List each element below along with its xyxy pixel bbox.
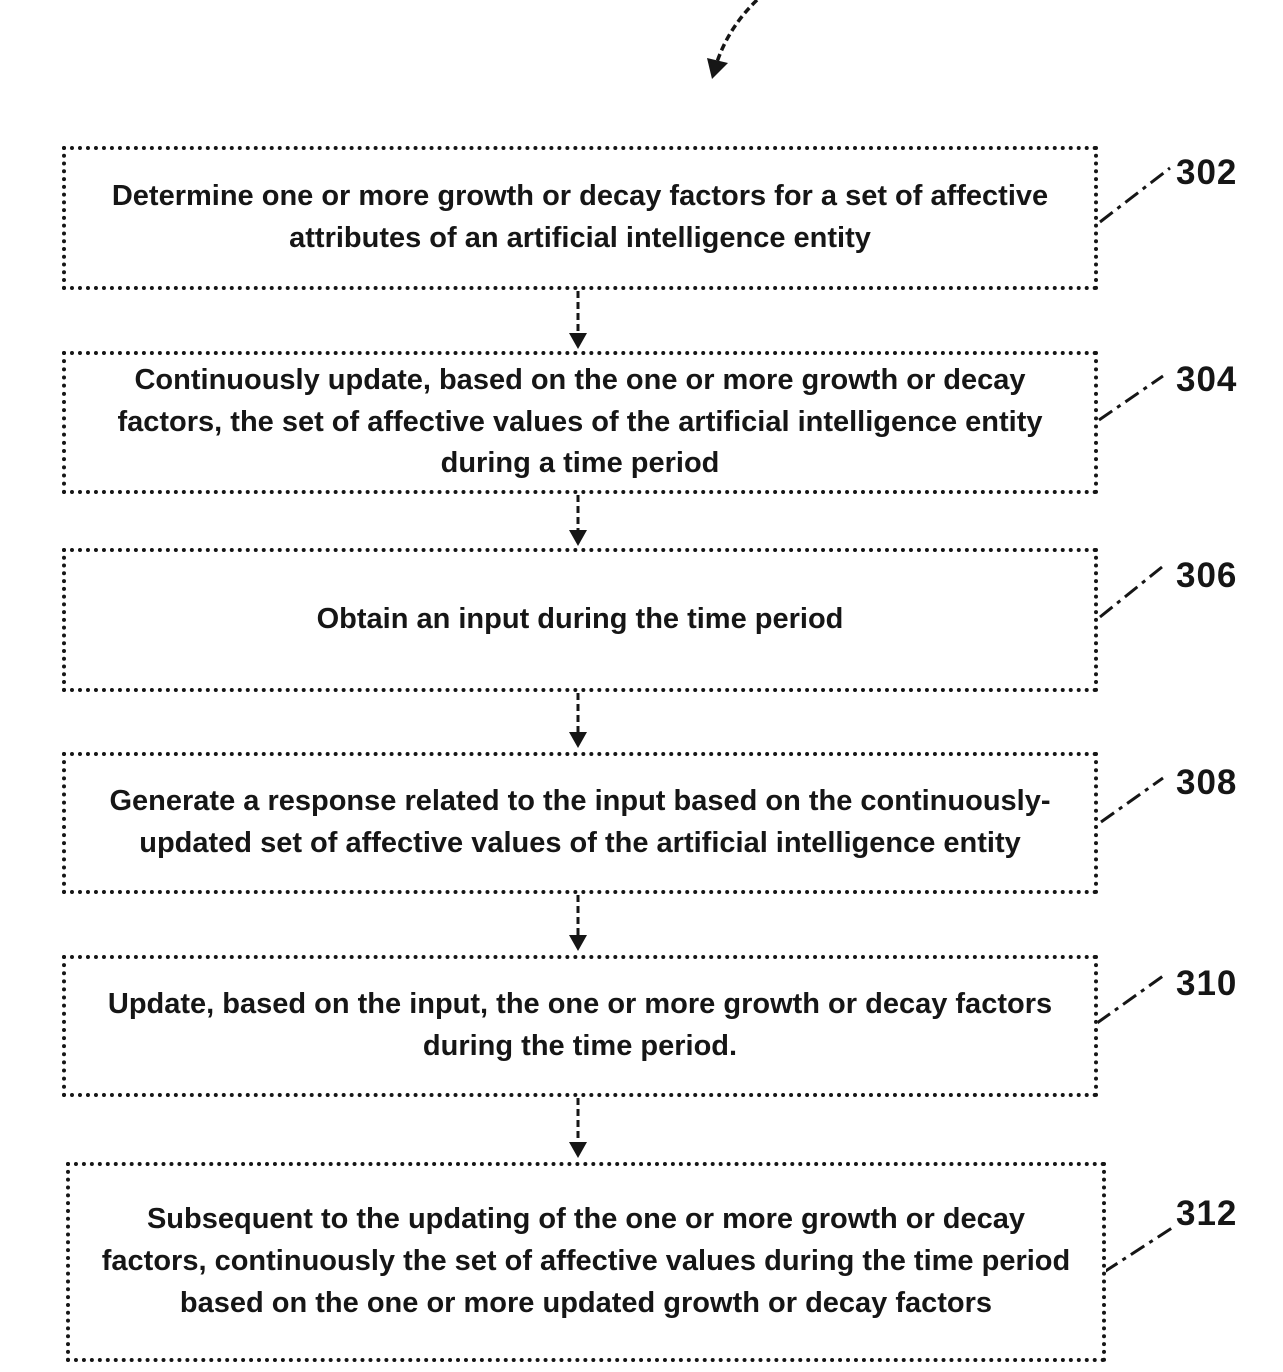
diagonal-leader-line [1100,567,1162,617]
flowchart-step-306-text: Obtain an input during the time period [316,603,844,636]
curved-arrow-down-icon [707,0,757,79]
ref-numeral-312: 312 [1176,1194,1238,1233]
ref-numeral-302: 302 [1176,153,1238,192]
diagonal-leader-line [1104,1228,1172,1272]
arrow-down-icon [569,693,587,748]
diagonal-leader-line [1100,168,1170,222]
flowchart-step-302-text: Determine one or more growth or decay factors for a set of affective attributes of an artificial intelligence entity [111,180,1049,254]
flowchart-step-312-text: Subsequent to the updating of the one or more growth or decay factors, continuously the set of affective values during the time period based on the one or more updated growth or decay factors [101,1203,1071,1319]
flowchart-step-306 [62,548,1098,692]
flowchart-step-312 [66,1162,1106,1362]
arrow-down-icon [569,291,587,349]
diagonal-leader-line [1097,976,1163,1023]
flowchart-step-310 [62,955,1098,1097]
ref-numeral-306: 306 [1176,556,1238,595]
arrow-down-icon [569,1098,587,1158]
arrow-down-icon [569,495,587,546]
diagonal-leader-line [1101,778,1163,822]
ref-numeral-310: 310 [1176,964,1238,1003]
flowchart-step-304 [62,351,1098,494]
flowchart-step-302 [62,146,1098,290]
flowchart-step-310-text: Update, based on the input, the one or more growth or decay factors during the time period. [107,988,1053,1062]
flowchart-step-308-text: Generate a response related to the input based on the continuously-updated set of affective values of the artificial intelligence entity [109,785,1051,859]
flowchart-step-304-text: Continuously update, based on the one or more growth or decay factors, the set of affective values of the artificial intelligence entity during a time period [117,363,1043,480]
diagonal-leader-line [1099,376,1163,420]
arrow-down-icon [569,895,587,951]
ref-numeral-304: 304 [1176,360,1238,399]
flowchart-step-308 [62,752,1098,894]
ref-numeral-308: 308 [1176,763,1238,802]
